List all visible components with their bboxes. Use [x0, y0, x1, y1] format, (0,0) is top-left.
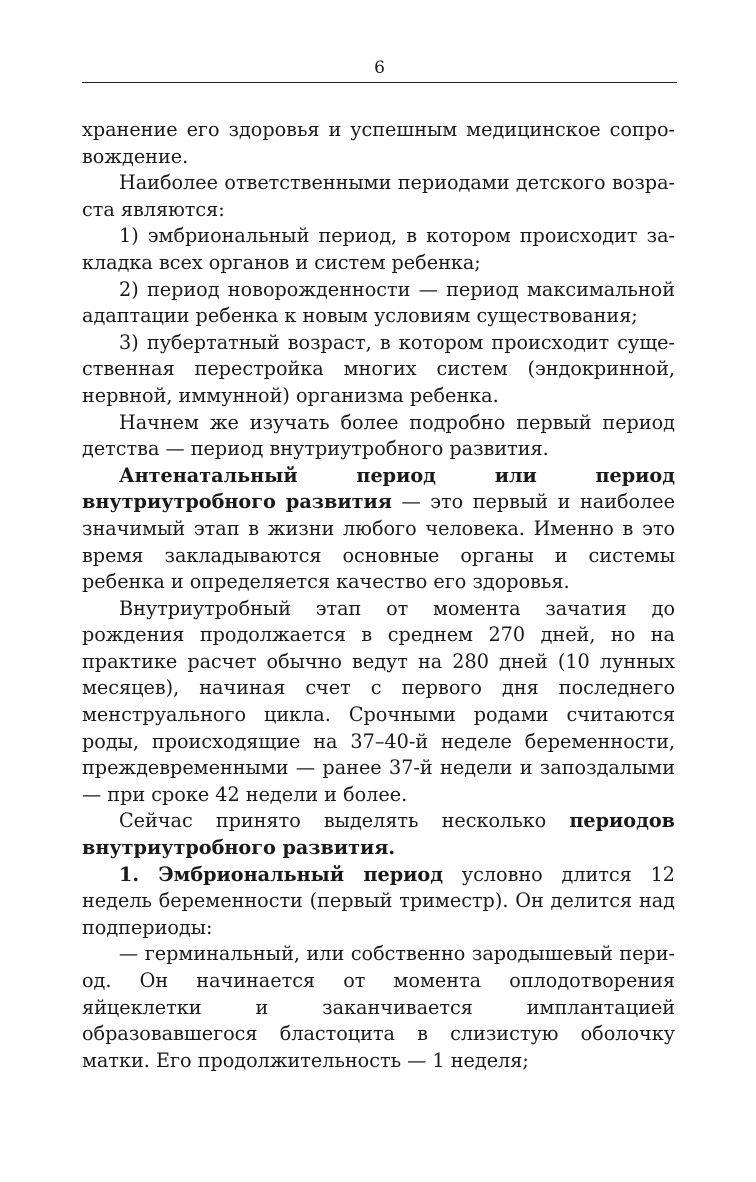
- paragraph-text: Сейчас принято выделять несколько: [119, 809, 570, 833]
- paragraph: [82, 117, 675, 170]
- paragraph: [82, 808, 675, 861]
- term-heading: периодов внутриутробного развития.: [82, 809, 675, 860]
- paragraph: [82, 862, 675, 942]
- list-item: [82, 941, 675, 1074]
- term-heading: 1. Эмбриональный период: [119, 862, 443, 886]
- paragraph-text: — это первый и наиболее значимый этап в жизни любого человека. Именно в это время закладываются основные органы и системы ребенка и определяется качество его здоровья.: [82, 490, 675, 594]
- paragraph-text: хранение его здоровья и успешным медицинское сопровождение.: [82, 118, 675, 168]
- paragraph: [82, 596, 675, 809]
- list-item-text: 1) эмбриональный период, в котором происходит закладка всех органов и систем ребенка;: [82, 224, 675, 274]
- list-item-text: 3) пубертатный возраст, в котором происходит существенная перестройка многих систем (эндокринной, нервной, иммунной) организма ребенка.: [82, 330, 675, 407]
- paragraph: [82, 170, 675, 223]
- page-body: [82, 117, 675, 1074]
- paragraph-text: Начнем же изучать более подробно первый период детства — период внутриутробного развития.: [82, 410, 675, 461]
- list-item: [82, 330, 675, 410]
- paragraph-text: Наиболее ответственными периодами детского возраста являются:: [82, 171, 675, 221]
- page-header: [82, 56, 677, 83]
- paragraph-text: Внутриутробный этап от момента зачатия до рождения продолжается в среднем 270 дней, но на практике расчет обычно ведут на 280 дней (10 лунных месяцев), начиная счет с первого дня последнего менструального цикла. Срочными родами считаются роды, происходящие на 37–40-й неделе беременности, преждевременными — ранее 37-й недели и запоздалыми — при сроке 42 недели и более.: [82, 596, 675, 806]
- list-item: [82, 277, 675, 330]
- paragraph-text: условно длится 12 недель беременности (первый триместр). Он делится над подпериоды:: [82, 862, 675, 939]
- list-item-text: — герминальный, или собственно зародышевый период. Он начинается от момента оплодотворения яйцеклетки и заканчивается имплантацией образовавшегося бластоцита в слизистую оболочку матки. Его продолжительность — 1 неделя;: [82, 942, 675, 1072]
- paragraph: [82, 410, 675, 463]
- term-heading: Антенатальный период или период внутриутробного развития: [82, 463, 675, 514]
- page-number: 6: [374, 58, 385, 78]
- paragraph: [82, 463, 675, 596]
- list-item-text: 2) период новорожденности — период максимальной адаптации ребенка к новым условиям существования;: [82, 277, 675, 328]
- list-item: [82, 223, 675, 276]
